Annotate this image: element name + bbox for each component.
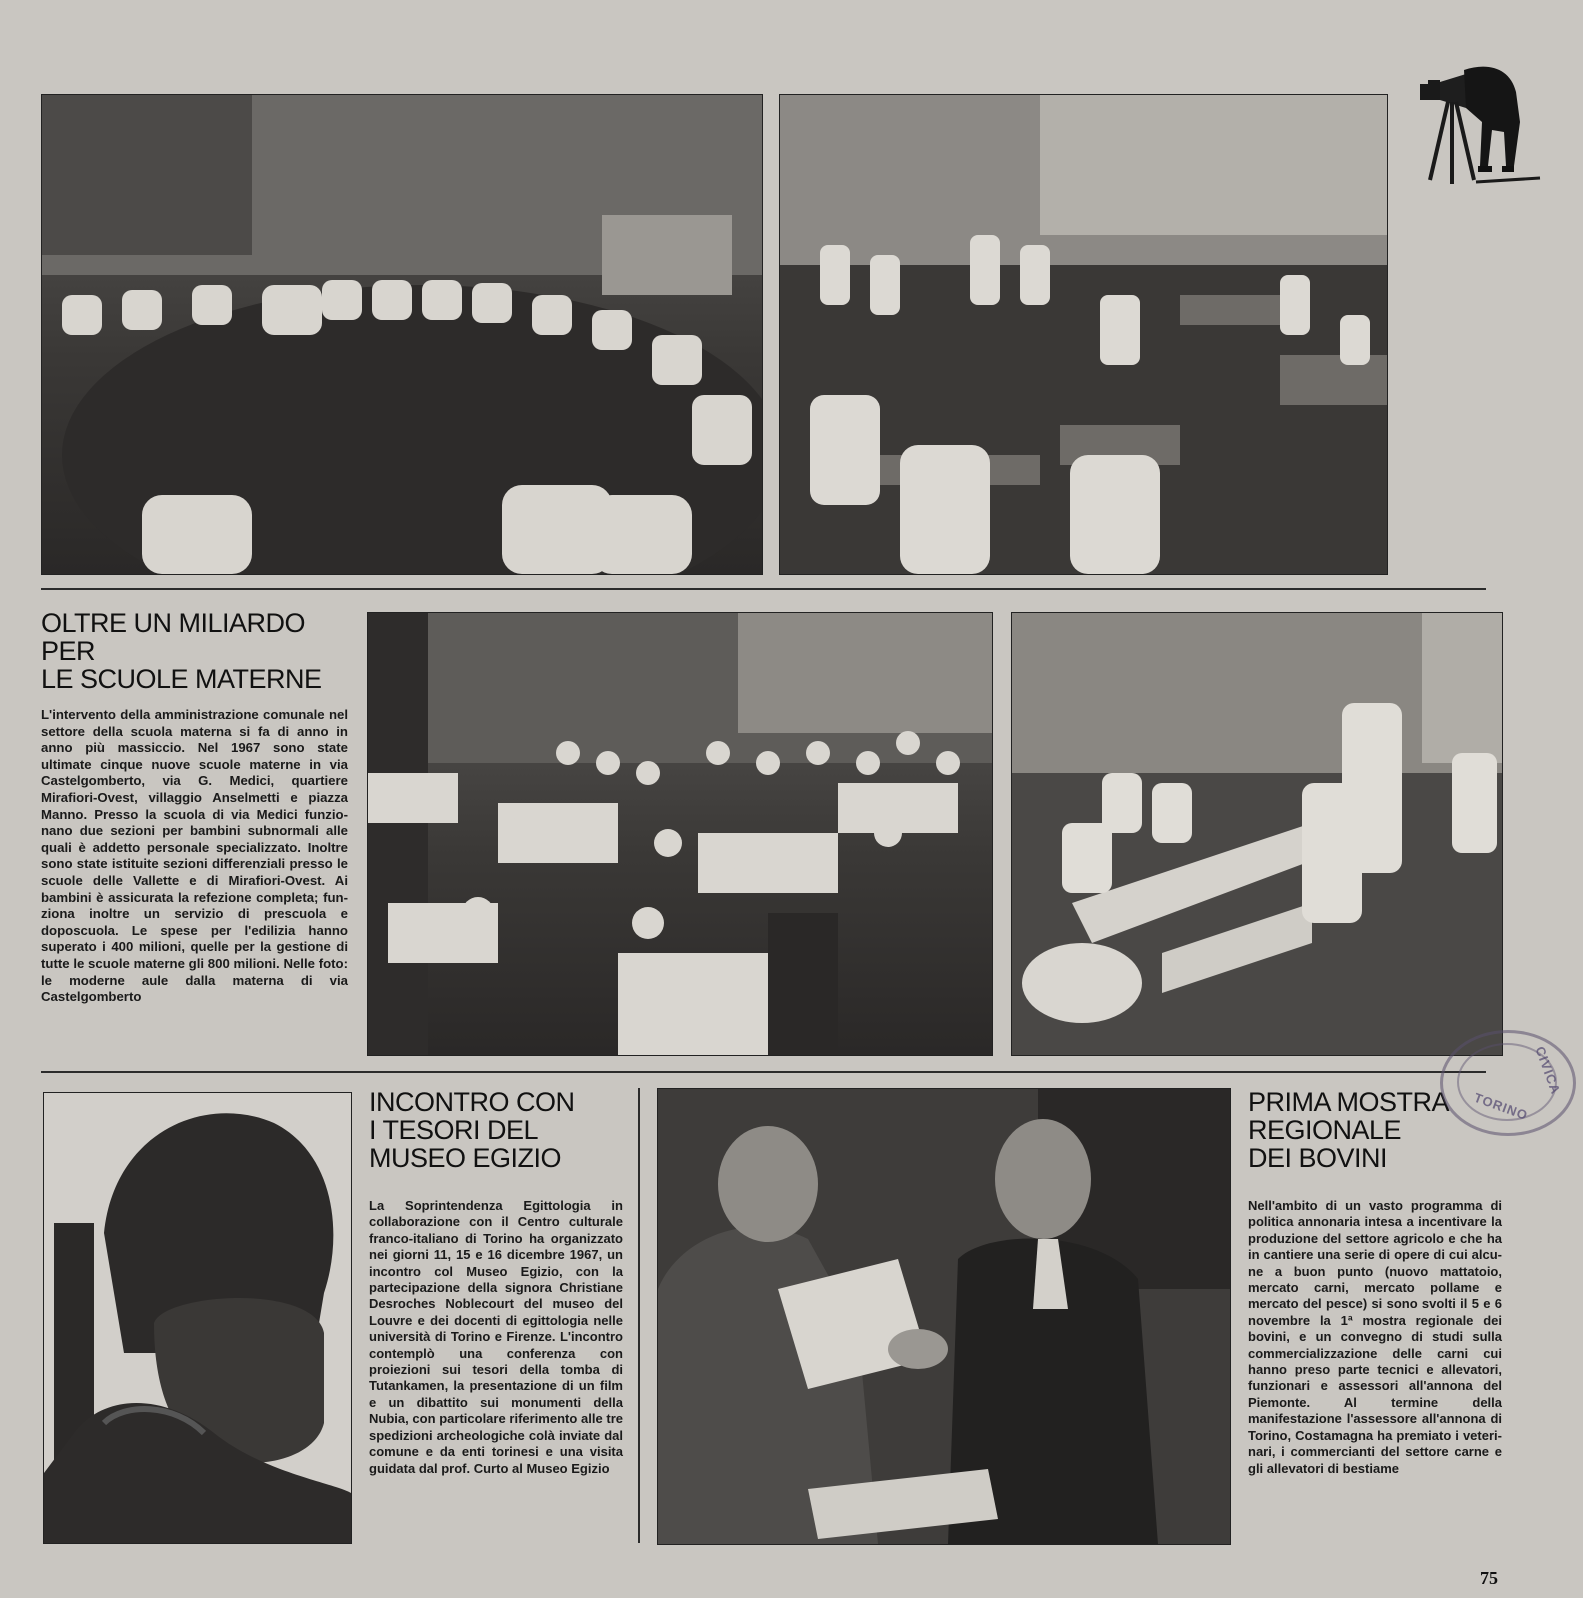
library-stamp-text-bottom: TORINO xyxy=(1472,1089,1531,1124)
photo-children-dining-hall xyxy=(367,612,993,1056)
photographer-camera-icon xyxy=(1418,62,1548,192)
photo-children-washbasins xyxy=(1011,612,1503,1056)
headline-schools-line-2: PER xyxy=(41,636,96,666)
headline-museum xyxy=(369,1088,629,1172)
page-number: 75 xyxy=(1480,1568,1498,1588)
headline-museum-line-2: I TESORI DEL xyxy=(369,1115,539,1145)
article-schools-body: L'intervento della amministrazione comunale nel settore della scuola materna si fa di anno in anno più massiccio. Nel 1967 sono state ultimate cinque nuove scuole materne in via Castelgomberto, via G. Medici, quartiere Mirafiori-Ovest, villaggio Anselmetti e piazza Manno. Presso la scuola di via Medici funzionano due sezioni per bambini subnormali alle quali è addetto personale specializzato. Inoltre sono state istituite sezioni differenziali presso le scuole delle Vallette e di Mirafiori-Ovest. Ai bambini è assicurata la refezione completa; funziona inoltre un servizio di prescuola e doposcuola. Le spese per l'edilizia hanno superato i 400 milioni, quelle per la gestione di tutte le scuole materne gli 800 milioni. Nelle foto: le moderne aule dalla materna di via Castelgomberto xyxy=(41,707,348,1005)
photo-handshake-ceremony xyxy=(657,1088,1231,1545)
library-stamp-text-top: CIVICA xyxy=(1532,1044,1564,1097)
divider-middle xyxy=(41,1071,1486,1073)
divider-vertical xyxy=(638,1088,640,1543)
headline-cattle-line-1: PRIMA MOSTRA xyxy=(1248,1087,1450,1117)
headline-cattle-line-2: REGIONALE xyxy=(1248,1115,1402,1145)
article-cattle-body: Nell'ambito di un vasto programma di politica annonaria intesa a incentivare la produzione del settore agricolo e che ha in cantiere una serie di opere di cui alcune a buon punto (nuovo mattatoio, mercato carni, mercato pollame e mercato del pesce) si sono svolti il 5 e 6 novembre la 1ª mostra regionale dei bovini, e un convegno di studi sulla commercializzazione delle carni cui hanno preso parte tecnici e allevatori, funzionari e assessori all'annona del Piemonte. Al termine della manifestazione l'assessore all'annona di Torino, Costamagna ha premiato i veterinari, i commercianti del settore carne e gli allevatori di bestiame xyxy=(1248,1198,1502,1476)
article-museum-body: La Soprintendenza Egittologia in collaborazione con il Centro culturale franco-italiano di Torino ha organizzato nei giorni 11, 15 e 16 dicembre 1967, un incontro col Museo Egizio, con la partecipazione della signora Christiane Desroches Noblecourt del museo del Louvre e dei docenti di egittologia nelle università di Torino e Firenze. L'incontro contemplò una conferenza con proiezioni sui tesori della tomba di Tutankamen, la presentazione di un film e un dibattito sui monumenti della Nubia, con particolare riferimento alle tre spedizioni archeologiche colà inviate dal comune e da enti torinesi e una visita guidata dal prof. Curto al Museo Egizio xyxy=(369,1198,623,1476)
headline-museum-line-3: MUSEO EGIZIO xyxy=(369,1143,562,1173)
divider-top xyxy=(41,588,1486,590)
headline-schools-line-3: LE SCUOLE MATERNE xyxy=(41,664,322,694)
photo-children-circle-classroom xyxy=(41,94,763,575)
library-stamp xyxy=(1440,1030,1576,1136)
headline-museum-line-1: INCONTRO CON xyxy=(369,1087,575,1117)
photo-egyptian-pharaoh-statue xyxy=(43,1092,352,1544)
headline-schools-line-1: OLTRE UN MILIARDO xyxy=(41,608,306,638)
headline-cattle-line-3: DEI BOVINI xyxy=(1248,1143,1388,1173)
photo-children-tables-classroom xyxy=(779,94,1388,575)
headline-schools xyxy=(41,609,361,693)
